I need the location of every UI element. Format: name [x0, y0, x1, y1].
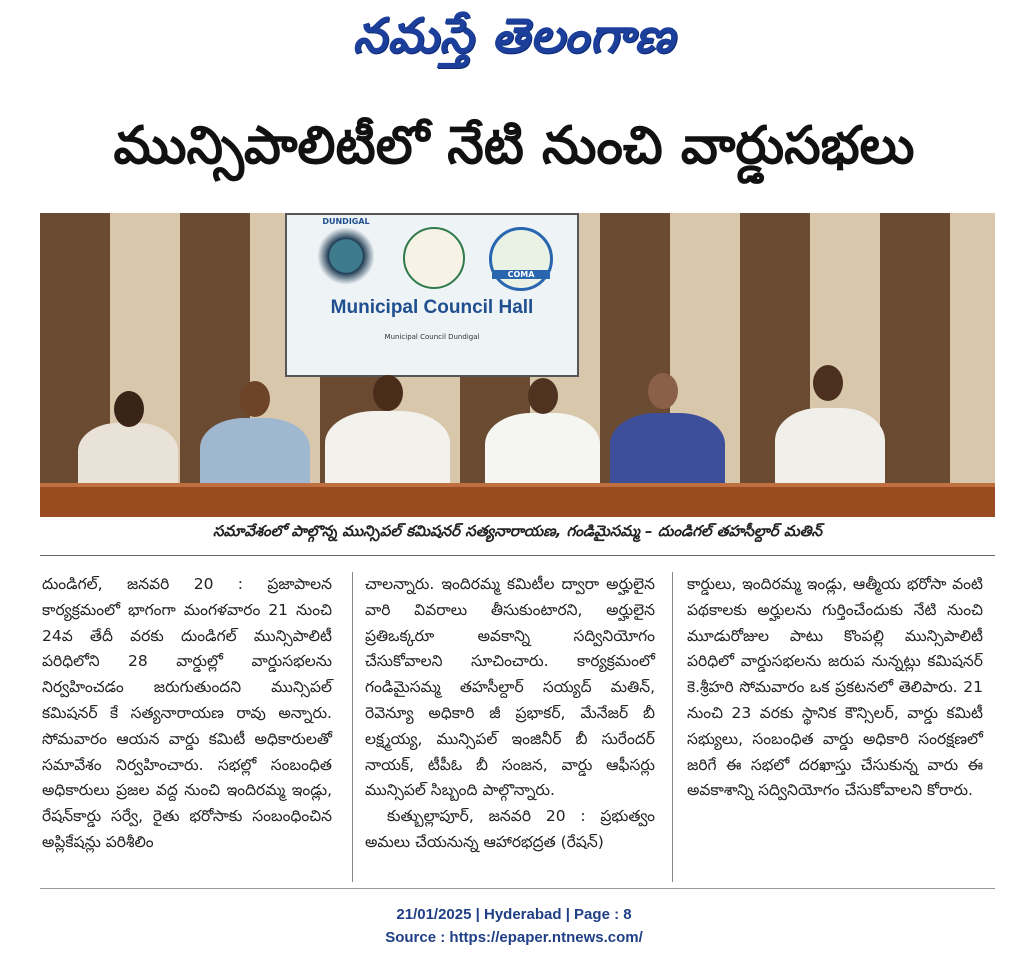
column-divider [352, 572, 353, 882]
person-4-head [528, 378, 558, 414]
screen-title: Municipal Council Hall [330, 297, 534, 318]
person-4 [485, 413, 600, 491]
article-paragraph: చాలన్నారు. ఇందిరమ్మ కమిటీల ద్వారా అర్హులైన వారి వివరాలు తీసుకుంటారని, అర్హులైన ప్రతిఒక్కరూ అవకాన్ని సద్వినియోగం చేసుకోవాలని సూచించారు. కార్యక్రమంలో గండిమైసమ్మ తహసీల్దార్ సయ్యద్ మతిన్, రెవెన్యూ అధికారి జీ ప్రభాకర్, మేనేజర్ బీ లక్ష్మయ్య, మున్సిపల్ ఇంజినీర్ బీ సురేందర్ నాయక్, టీపీఓ బీ సంజన, వార్డు ఆఫీసర్లు మున్సిపల్ సిబ్బంది పాల్గొన్నారు. [365, 575, 655, 800]
person-2-head [240, 381, 270, 417]
source-link[interactable]: Source : https://epaper.ntnews.com/ [385, 929, 643, 946]
person-3-head [373, 375, 403, 411]
article-column-2 [365, 572, 655, 856]
edition-info: 21/01/2025 | Hyderabad | Page : 8 [396, 906, 632, 923]
article-headline: మున్సిపాలిటీలో నేటి నుంచి వార్డుసభలు [113, 116, 915, 176]
dundigal-logo: DUNDIGAL [317, 227, 375, 285]
person-1-head [114, 391, 144, 427]
person-5-head [648, 373, 678, 409]
column-divider [672, 572, 673, 882]
article-photo [40, 213, 995, 517]
person-6-head [813, 365, 843, 401]
article-paragraph: దుండిగల్, జనవరి 20 : ప్రజాపాలన కార్యక్రమంలో భాగంగా మంగళవారం 21 నుంచి 24వ తేదీ వరకు దుండిగల్ మున్సిపాలిటీ పరిధిలోని 28 వార్డుల్లో వార్డుసభలను నిర్వహించడం జరుగుతుందని మున్సిపల్ కమిషనర్ కే సత్యనారాయణ రావు అన్నారు. సోమవారం ఆయన వార్డు కమిటీ అధికారులతో సమావేశం నిర్వహించారు. సభల్లో సంబంధిత అధికారులు ప్రజల వద్ద నుంచి ఇందిరమ్మ ఇండ్లు, రేషన్‌కార్డు సర్వే, రైతు భరోసాకు సంబంధించిన అప్లికేషన్లు పరిశీలిం [42, 575, 332, 851]
newspaper-masthead: నమస్తే తెలంగాణ [352, 8, 676, 64]
caption-divider [40, 555, 995, 556]
article-paragraph: కార్డులు, ఇందిరమ్మ ఇండ్లు, ఆత్మీయ భరోసా వంటి పథకాలకు అర్హులను గుర్తించేందుకు నేటి నుంచి మూడురోజుల పాటు కొంపల్లి మున్సిపాలిటీ పరిధిలో వార్డుసభలను జరుప నున్నట్లు కమిషనర్ కె.శ్రీహరి సోమవారం ఒక ప్రకటనలో తెలిపారు. 21 నుంచి 23 వరకు స్థానిక కౌన్సిలర్, వార్డు కమిటీ సభ్యులు, సంబంధిత వార్డు అధికారి సంరక్షణలో జరిగే ఈ సభలో దరఖాస్తు చేసుకున్న వారు ఈ అవకాశాన్ని సద్వినియోగం చేసుకోవాలని కోరారు. [687, 575, 983, 800]
person-5 [610, 413, 725, 491]
person-2 [200, 418, 310, 493]
telangana-emblem [403, 227, 465, 289]
photo-caption: సమావేశంలో పాల్గొన్న మున్సిపల్ కమిషనర్ సత్యనారాయణ, గండిమైసమ్మ – దుండిగల్ తహసీల్దార్ మతిన్ [213, 522, 822, 540]
screen-subtitle: Municipal Council Dundigal [384, 333, 480, 341]
article-column-1 [42, 572, 332, 856]
article-column-3 [687, 572, 983, 804]
council-table [40, 483, 995, 517]
person-3 [325, 411, 450, 491]
coma-logo: COMA [489, 227, 553, 291]
council-hall-screen [285, 213, 579, 377]
footer-divider [40, 888, 995, 889]
person-6 [775, 408, 885, 490]
article-paragraph: కుత్బుల్లాపూర్, జనవరి 20 : ప్రభుత్వం అమలు చేయనున్న ఆహారభద్రత (రేషన్) [365, 807, 655, 851]
